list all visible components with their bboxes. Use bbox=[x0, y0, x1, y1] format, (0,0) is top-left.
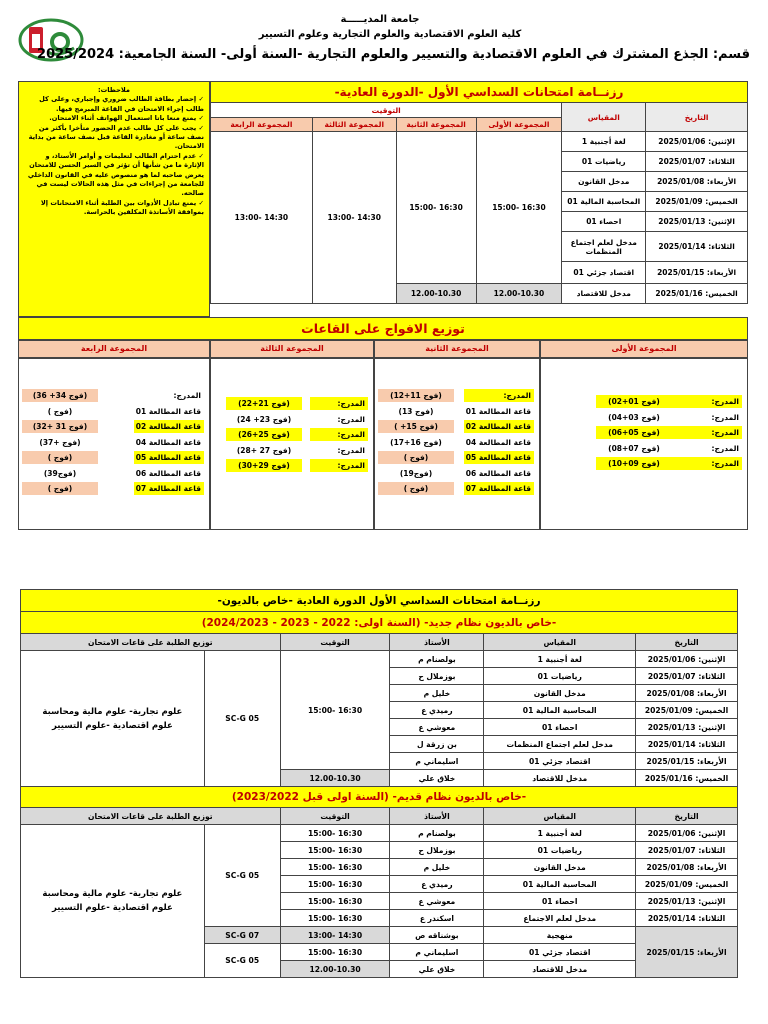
debt-subject: مدخل القانون bbox=[484, 685, 636, 702]
time-g1-last: 12.00-10.30 bbox=[476, 284, 562, 304]
debt-date: الإثنين: 2025/01/13 bbox=[636, 719, 738, 736]
dist-room-label: المدرج: bbox=[310, 459, 368, 472]
debt-subject: مدخل للاقتصاد bbox=[484, 961, 636, 978]
dist-group-assignment: (فوج 09+10) bbox=[596, 457, 672, 470]
debt-main-title: رزنــامة امتحانات السداسي الأول الدورة العادية -خاص بالديون- bbox=[21, 590, 738, 612]
debt-prof: بن زرقة ل bbox=[390, 736, 484, 753]
debt-prof: معوشي ع bbox=[390, 719, 484, 736]
dist-room-label: المدرج: bbox=[310, 428, 368, 441]
col-group-3: المجموعة الثالثة bbox=[312, 118, 396, 132]
col-group-1: المجموعة الأولى bbox=[476, 118, 562, 132]
dist-group-assignment: (فوج ) bbox=[22, 482, 98, 495]
debt-col-subject: المقياس bbox=[484, 808, 636, 825]
debt-prof: بولصنام م bbox=[390, 825, 484, 842]
dist-group-assignment: (فوج19) bbox=[399, 468, 433, 478]
dist-room-label: المدرج: bbox=[711, 412, 739, 422]
debt-new-body bbox=[21, 651, 738, 787]
dist-group-assignment: (فوج 23+ 24) bbox=[236, 414, 292, 424]
debt-prof: خلاق علي bbox=[390, 961, 484, 978]
dist-room-label: قاعة المطالعة 02 bbox=[134, 420, 204, 433]
schedule-title: رزنــامة امتحانات السداسي الأول -الدورة العادية- bbox=[211, 82, 748, 103]
debt-date: الإثنين: 2025/01/06 bbox=[636, 825, 738, 842]
time-g2-last: 12.00-10.30 bbox=[396, 284, 476, 304]
debt-time: 14:30 -13:00 bbox=[280, 927, 390, 944]
dist-group-4-header: المجموعة الرابعة bbox=[18, 340, 210, 358]
row-date: الإثنين: 2025/01/13 bbox=[646, 212, 748, 232]
university-name: جامعة المديـــــة bbox=[340, 14, 420, 25]
debt-subject: رياضيات 01 bbox=[484, 668, 636, 685]
dist-room-label: قاعة المطالعة 01 bbox=[135, 406, 201, 416]
dist-room-label: المدرج: bbox=[464, 389, 534, 402]
dist-group-assignment: (فوج ) bbox=[22, 451, 98, 464]
time-g1: 16:30 -15:00 bbox=[476, 132, 562, 284]
debt-subject: مدخل للاقتصاد bbox=[484, 770, 636, 787]
debt-subject: مدخل لعلم الاجتماع bbox=[484, 910, 636, 927]
debt-prof: بوشناقه ص bbox=[390, 927, 484, 944]
time-g2: 16:30 -15:00 bbox=[396, 132, 476, 284]
dist-group-1-header: المجموعة الأولى bbox=[540, 340, 748, 358]
debt-date: الأربعاء: 2025/01/15 bbox=[636, 753, 738, 770]
debt-prof: خلاق علي bbox=[390, 770, 484, 787]
row-subject: اقتصاد جزئي 01 bbox=[562, 262, 646, 284]
debt-col-time: التوقيت bbox=[280, 634, 390, 651]
dist-group-assignment: (فوج 05+06) bbox=[596, 426, 672, 439]
debt-time: 16:30 -15:00 bbox=[280, 876, 390, 893]
debt-room-alt: SC-G 07 bbox=[204, 927, 280, 944]
debt-prof: بولصنام م bbox=[390, 651, 484, 668]
debt-prof: بوزملال ح bbox=[390, 842, 484, 859]
faculty-name: كلية العلوم الاقتصادية والعلوم التجارية وعلوم التسيير bbox=[258, 29, 522, 40]
debt-prof: رميدي ع bbox=[390, 702, 484, 719]
row-date: الإثنين: 2025/01/06 bbox=[646, 132, 748, 152]
debt-date: الثلاثاء: 2025/01/07 bbox=[636, 842, 738, 859]
time-g4: 14:30 -13:00 bbox=[211, 132, 313, 304]
debt-subject: مدخل لعلم اجتماع المنظمات bbox=[484, 736, 636, 753]
debt-subject: لغة أجنبية 1 bbox=[484, 825, 636, 842]
col-group-2: المجموعة الثانية bbox=[396, 118, 476, 132]
debt-time: 16:30 -15:00 bbox=[280, 825, 390, 842]
debt-date: الثلاثاء: 2025/01/14 bbox=[636, 736, 738, 753]
debt-subject: احصاء 01 bbox=[484, 893, 636, 910]
row-subject: رياضيات 01 bbox=[562, 152, 646, 172]
debt-col-prof: الأستاذ bbox=[390, 634, 484, 651]
row-date: الأربعاء: 2025/01/15 bbox=[646, 262, 748, 284]
debt-subject: احصاء 01 bbox=[484, 719, 636, 736]
row-subject: مدخل لعلم اجتماع المنظمات bbox=[562, 232, 646, 262]
debt-prof: اسليماني م bbox=[390, 753, 484, 770]
debt-col-prof: الأستاذ bbox=[390, 808, 484, 825]
dist-group-assignment: (فوج 31 +32) bbox=[22, 420, 98, 433]
debt-date: الأربعاء: 2025/01/15 bbox=[636, 927, 738, 978]
debt-col-date: التاريخ bbox=[636, 808, 738, 825]
debt-time: 16:30 -15:00 bbox=[280, 893, 390, 910]
debt-prof: خليل م bbox=[390, 859, 484, 876]
dist-room-label: قاعة المطالعة 07 bbox=[134, 482, 204, 495]
notes-panel bbox=[18, 81, 210, 317]
debt-specialties: علوم تجارية- علوم مالية ومحاسبة علوم اقتصادية -علوم التسيير bbox=[21, 825, 205, 978]
dist-group-assignment: (فوج ) bbox=[378, 451, 454, 464]
row-subject: احصاء 01 bbox=[562, 212, 646, 232]
dist-room-label: المدرج: bbox=[711, 443, 739, 453]
debt-prof: خليل م bbox=[390, 685, 484, 702]
time-g3: 14:30 -13:00 bbox=[312, 132, 396, 304]
debt-date: الأربعاء: 2025/01/08 bbox=[636, 685, 738, 702]
dist-room-label: قاعة المطالعة 04 bbox=[135, 437, 201, 447]
debt-date: الخميس: 2025/01/09 bbox=[636, 876, 738, 893]
dist-group-2-header: المجموعة الثانية bbox=[374, 340, 540, 358]
debt-subject: رياضيات 01 bbox=[484, 842, 636, 859]
dist-group-assignment: (فوج 29+30) bbox=[226, 459, 302, 472]
distribution-title: توزيع الافواج على القاعات bbox=[18, 317, 748, 340]
row-subject: مدخل القانون bbox=[562, 172, 646, 192]
debt-room: SC-G 05 bbox=[204, 825, 280, 927]
dist-group-assignment: (فوج 11+12) bbox=[378, 389, 454, 402]
debt-date: الأربعاء: 2025/01/08 bbox=[636, 859, 738, 876]
debt-subject: اقتصاد جزئي 01 bbox=[484, 753, 636, 770]
exam-schedule-table bbox=[210, 81, 748, 304]
dist-room-label: المدرج: bbox=[670, 395, 742, 408]
debt-prof: رميدي ع bbox=[390, 876, 484, 893]
dist-room-label: قاعة المطالعة 07 bbox=[464, 482, 534, 495]
dist-room-label: قاعة المطالعة 02 bbox=[464, 420, 534, 433]
dist-group-assignment: (فوج 27 +28) bbox=[236, 445, 292, 455]
debt-old-body bbox=[21, 825, 738, 978]
debt-room: SC-G 05 bbox=[204, 944, 280, 978]
debt-prof: بوزملال ح bbox=[390, 668, 484, 685]
dist-room-label: قاعة المطالعة 04 bbox=[465, 437, 531, 447]
debt-subject: المحاسبة المالية 01 bbox=[484, 876, 636, 893]
debt-subject: اقتصاد جزئي 01 bbox=[484, 944, 636, 961]
col-date: التاريخ bbox=[646, 103, 748, 132]
dist-room-label: المدرج: bbox=[173, 391, 201, 400]
note-item: ✓ إحضار بطاقة الطالب ضروري وإجباري، وعلى كل طالب إجراء الامتحان في القاعة المبرمج فيها. bbox=[39, 95, 204, 113]
row-subject: لغة أجنبية 1 bbox=[562, 132, 646, 152]
debt-prof: اسكندر ع bbox=[390, 910, 484, 927]
dist-group-assignment: (فوج +37) bbox=[39, 437, 81, 447]
row-date: الخميس: 2025/01/16 bbox=[646, 284, 748, 304]
debt-time-last: 12.00-10.30 bbox=[280, 770, 390, 787]
dist-group-assignment: (فوج 25+26) bbox=[226, 428, 302, 441]
note-item: ✓ يمنع تبادل الأدوات بين الطلبة أثناء الامتحانات إلا بموافقة الأساتذة المكلفين بالحراسة. bbox=[40, 198, 204, 217]
dist-group-assignment: (فوج 01+02) bbox=[596, 395, 672, 408]
debt-date: الثلاثاء: 2025/01/07 bbox=[636, 668, 738, 685]
dist-room-label: المدرج: bbox=[337, 445, 365, 455]
dist-group-assignment: (فوج ) bbox=[378, 482, 454, 495]
dist-group-assignment: (فوج ) bbox=[47, 406, 73, 416]
note-item: ✓ يجب على كل طالب عدم الحضور متأخرا بأكثر من نصف ساعة أو مغادرة القاعة قبل نصف ساعة من بداية الامتحان. bbox=[28, 123, 204, 151]
row-date: الثلاثاء: 2025/01/07 bbox=[646, 152, 748, 172]
col-time: التوقيت bbox=[211, 103, 562, 118]
row-date: الأربعاء: 2025/01/08 bbox=[646, 172, 748, 192]
debt-col-subject: المقياس bbox=[484, 634, 636, 651]
dist-room-label: قاعة المطالعة 05 bbox=[134, 451, 204, 464]
debt-specialties: علوم تجارية- علوم مالية ومحاسبة علوم اقتصادية -علوم التسيير bbox=[21, 651, 205, 787]
debt-date: الثلاثاء: 2025/01/14 bbox=[636, 910, 738, 927]
notes-title: ملاحظات: bbox=[97, 86, 130, 94]
note-item: ✓ يمنع منعا باتا استعمال الهواتف أثناء الامتحان. bbox=[49, 114, 204, 123]
dist-room-label: قاعة المطالعة 06 bbox=[465, 468, 531, 478]
col-group-4: المجموعة الرابعة bbox=[211, 118, 313, 132]
dist-group-3-header: المجموعة الثالثة bbox=[210, 340, 374, 358]
row-date: الخميس: 2025/01/09 bbox=[646, 192, 748, 212]
debt-room: SC-G 05 bbox=[204, 651, 280, 787]
debt-col-time: التوقيت bbox=[280, 808, 390, 825]
dist-room-label: المدرج: bbox=[670, 457, 742, 470]
row-subject: مدخل للاقتصاد bbox=[562, 284, 646, 304]
dist-group-assignment: (فوج 34+ 36) bbox=[22, 389, 98, 402]
debt-col-date: التاريخ bbox=[636, 634, 738, 651]
debt-date: الخميس: 2025/01/09 bbox=[636, 702, 738, 719]
debt-date: الإثنين: 2025/01/06 bbox=[636, 651, 738, 668]
dist-group-assignment: (فوج 03+04) bbox=[608, 412, 660, 422]
debt-col-dist: توزيع الطلبة على قاعات الامتحان bbox=[21, 634, 281, 651]
col-subject: المقياس bbox=[562, 103, 646, 132]
dist-group-assignment: (فوج 13) bbox=[398, 406, 434, 416]
dist-room-label: قاعة المطالعة 06 bbox=[135, 468, 201, 478]
row-subject: المحاسبة المالية 01 bbox=[562, 192, 646, 212]
dist-group-assignment: (فوج 15+ ) bbox=[378, 420, 454, 433]
debt-schedule-table bbox=[20, 589, 738, 978]
dist-room-label: المدرج: bbox=[337, 414, 365, 424]
debt-new-title: -خاص بالديون نظام جديد- (السنة اولى: 2022 - 2023 - 2024/2023) bbox=[21, 612, 738, 634]
debt-time: 16:30 -15:00 bbox=[280, 944, 390, 961]
debt-old-title: -خاص بالديون نظام قديم- (السنة اولى قبل 2023/2022) bbox=[21, 787, 738, 808]
debt-time: 16:30 -15:00 bbox=[280, 651, 390, 770]
debt-subject: منهجية bbox=[484, 927, 636, 944]
debt-subject: مدخل القانون bbox=[484, 859, 636, 876]
dist-room-label: قاعة المطالعة 05 bbox=[464, 451, 534, 464]
debt-time: 16:30 -15:00 bbox=[280, 910, 390, 927]
dist-room-label: المدرج: bbox=[670, 426, 742, 439]
debt-subject: لغة أجنبية 1 bbox=[484, 651, 636, 668]
debt-date: الإثنين: 2025/01/13 bbox=[636, 893, 738, 910]
debt-prof: معوشي ع bbox=[390, 893, 484, 910]
debt-date: الخميس: 2025/01/16 bbox=[636, 770, 738, 787]
dist-group-assignment: (فوج 21+22) bbox=[226, 397, 302, 410]
debt-time: 16:30 -15:00 bbox=[280, 859, 390, 876]
debt-col-dist: توزيع الطلبة على قاعات الامتحان bbox=[21, 808, 281, 825]
dist-group-assignment: (فوج 16+17) bbox=[390, 437, 442, 447]
debt-time: 16:30 -15:00 bbox=[280, 842, 390, 859]
debt-prof: اسليماني م bbox=[390, 944, 484, 961]
debt-time: 12.00-10.30 bbox=[280, 961, 390, 978]
dist-room-label: المدرج: bbox=[310, 397, 368, 410]
note-item: ✓ عدم احترام الطالب لتعليمات و أوامر الأستاذ، و الإثارة ما من شأنها أن تؤثر في السير الحسن للامتحان يعرض صاحبه لما هو منصوص عليه في القانون الداخلي للجامعة من إجراءات في مثل هذه الحالات ليست في صالحه. bbox=[27, 151, 204, 198]
dist-group-assignment: (فوج 07+08) bbox=[608, 443, 660, 453]
department-title: قسم: الجذع المشترك في العلوم الاقتصادية والتسيير والعلوم التجارية -السنة أولى- السنة الجامعية: 2025/2024 bbox=[37, 47, 750, 62]
dist-group-assignment: (فوج39) bbox=[43, 468, 77, 478]
dist-room-label: قاعة المطالعة 01 bbox=[465, 406, 531, 416]
row-date: الثلاثاء: 2025/01/14 bbox=[646, 232, 748, 262]
debt-subject: المحاسبة المالية 01 bbox=[484, 702, 636, 719]
